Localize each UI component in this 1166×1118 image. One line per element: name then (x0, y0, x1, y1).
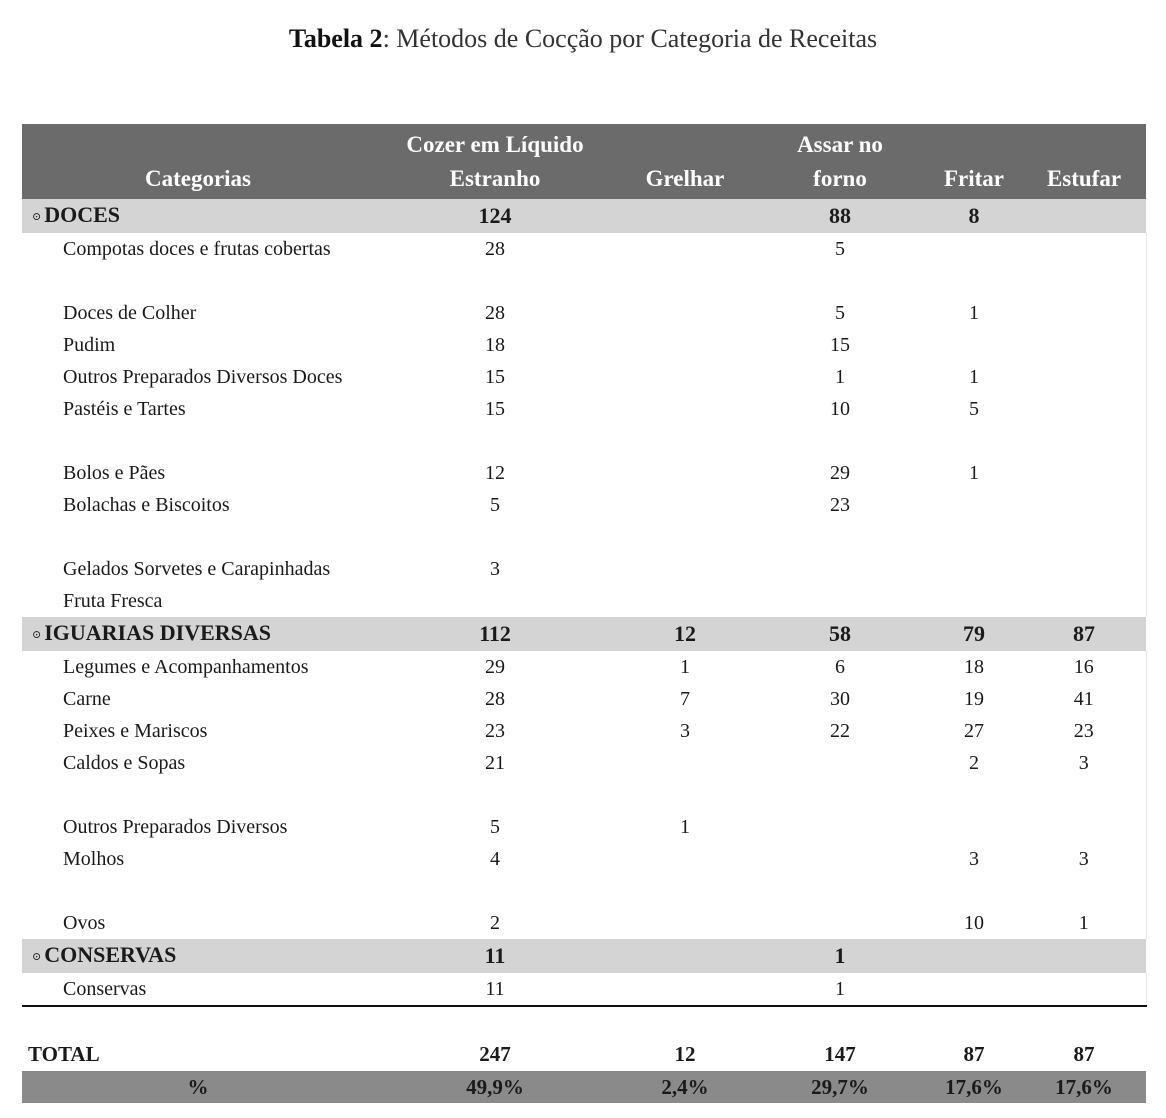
table-row (22, 747, 1146, 779)
total-cozer-value: 247 (479, 1042, 511, 1066)
row-grelhar-value (616, 585, 754, 617)
group-cozer-value: 112 (374, 617, 616, 651)
table-row (22, 651, 1146, 683)
spacer-cell (374, 1006, 616, 1037)
percent-fritar-value: 17,6% (926, 1071, 1022, 1103)
percent-grelhar-value: 2,4% (616, 1071, 754, 1103)
percent-estufar-value: 17,6% (1022, 1071, 1146, 1103)
row-assar-value (754, 585, 926, 617)
row-assar-value (754, 265, 926, 297)
spacer-cell (926, 1006, 1022, 1037)
group-name: DOCES (44, 202, 121, 228)
row-grelhar-value (616, 875, 754, 907)
row-fritar-value: 27 (964, 720, 984, 742)
row-category: Doces de Colher (63, 302, 197, 324)
table-header (22, 124, 1146, 199)
row-estufar-value (1022, 233, 1146, 265)
row-category (22, 875, 374, 907)
row-estufar-value (1022, 425, 1146, 457)
row-estufar-value (1022, 779, 1146, 811)
row-cozer-value (374, 521, 616, 553)
row-cozer-value: 21 (485, 752, 505, 774)
row-fritar-value (926, 779, 1022, 811)
row-grelhar-value (616, 425, 754, 457)
caption-label: Tabela 2 (288, 24, 383, 53)
row-assar-value: 30 (830, 688, 850, 710)
row-estufar-value (1022, 361, 1146, 393)
table-row (22, 297, 1146, 329)
row-category: Molhos (63, 848, 125, 870)
group-name-cell (22, 617, 374, 651)
total-row (22, 1037, 1146, 1071)
row-grelhar-value (616, 265, 754, 297)
row-grelhar-value (616, 747, 754, 779)
row-cozer-value: 2 (490, 912, 500, 934)
spacer-cell (616, 1006, 754, 1037)
row-category: Fruta Fresca (63, 590, 163, 612)
row-category: Conservas (22, 973, 374, 1006)
header-cozer-line2: Estranho (449, 166, 541, 191)
table-row (22, 683, 1146, 715)
row-grelhar-value (616, 973, 754, 1006)
group-fritar-value: 79 (926, 617, 1022, 651)
row-category: Bolachas e Biscoitos (63, 494, 230, 516)
row-fritar-value (926, 233, 1022, 265)
row-estufar-value (1022, 265, 1146, 297)
row-fritar-value (926, 973, 1022, 1006)
table-row (22, 779, 1146, 811)
group-estufar-value: 87 (1022, 617, 1146, 651)
row-assar-value (754, 521, 926, 553)
group-name-cell (22, 939, 374, 973)
row-estufar-value (1022, 297, 1146, 329)
row-assar-value: 5 (835, 302, 845, 324)
row-grelhar-value (616, 393, 754, 425)
row-cozer-value (374, 875, 616, 907)
row-category (22, 521, 374, 553)
row-assar-value: 5 (835, 238, 845, 260)
row-estufar-value: 1 (1022, 907, 1146, 939)
row-cozer-value: 15 (485, 398, 505, 420)
collapse-toggle-icon[interactable]: ⊙ (32, 628, 42, 641)
row-estufar-value (1022, 393, 1146, 425)
table-row (22, 361, 1146, 393)
spacer-cell (754, 1006, 926, 1037)
row-estufar-value (1022, 329, 1146, 361)
row-assar-value (754, 425, 926, 457)
spacer-row (22, 1006, 1146, 1037)
row-fritar-value (926, 425, 1022, 457)
row-cozer-value: 29 (485, 656, 505, 678)
header-grelhar: Grelhar (616, 124, 754, 199)
group-fritar-value (926, 939, 1022, 973)
total-label: TOTAL (28, 1042, 100, 1066)
row-assar-value: 23 (830, 494, 850, 516)
collapse-toggle-icon[interactable]: ⊙ (32, 950, 42, 963)
row-category (22, 425, 374, 457)
row-grelhar-value (616, 779, 754, 811)
row-assar-value (754, 811, 926, 843)
header-assar (754, 124, 926, 199)
row-fritar-value (926, 521, 1022, 553)
total-estufar-value: 87 (1073, 1042, 1095, 1066)
row-cozer-value: 28 (485, 302, 505, 324)
collapse-toggle-icon[interactable]: ⊙ (32, 210, 42, 223)
row-assar-value: 10 (830, 398, 850, 420)
row-fritar-value (926, 875, 1022, 907)
header-assar-line1: Assar no (797, 132, 883, 157)
total-fritar-value: 87 (963, 1042, 985, 1066)
group-name: IGUARIAS DIVERSAS (44, 620, 271, 646)
cooking-methods-table (22, 124, 1146, 1103)
row-cozer-value: 5 (490, 494, 500, 516)
row-category: Compotas doces e frutas cobertas (63, 238, 331, 260)
row-cozer-value: 3 (490, 558, 500, 580)
table-row (22, 907, 1146, 939)
row-assar-value (754, 843, 926, 875)
header-cozer-line1: Cozer em Líquido (406, 132, 584, 157)
group-row-doces[interactable] (22, 199, 1146, 233)
row-assar-value (754, 907, 926, 939)
table-row (22, 973, 1146, 1006)
row-cozer-value: 11 (374, 973, 616, 1006)
group-row-iguarias[interactable] (22, 617, 1146, 651)
row-assar-value: 6 (835, 656, 845, 678)
row-cozer-value: 28 (485, 688, 505, 710)
row-category: Carne (63, 688, 111, 710)
row-estufar-value: 3 (1022, 843, 1146, 875)
spacer-cell (22, 1006, 374, 1037)
row-estufar-value: 41 (1022, 683, 1146, 715)
row-estufar-value (1022, 457, 1146, 489)
row-category: Bolos e Pães (63, 462, 166, 484)
row-assar-value: 1 (754, 973, 926, 1006)
row-fritar-value: 5 (969, 398, 979, 420)
row-assar-value: 15 (830, 334, 850, 356)
row-grelhar-value (616, 553, 754, 585)
table-row (22, 233, 1146, 265)
row-category: Caldos e Sopas (63, 752, 186, 774)
row-grelhar-value: 1 (680, 656, 690, 678)
percent-cozer-value: 49,9% (374, 1071, 616, 1103)
group-estufar-value (1022, 199, 1146, 233)
row-assar-value (754, 553, 926, 585)
row-assar-value: 29 (830, 462, 850, 484)
row-fritar-value: 1 (969, 302, 979, 324)
row-fritar-value: 18 (964, 656, 984, 678)
row-estufar-value (1022, 521, 1146, 553)
row-cozer-value (374, 779, 616, 811)
header-categorias: Categorias (22, 124, 374, 199)
table-caption (0, 24, 1166, 54)
row-grelhar-value (616, 329, 754, 361)
row-grelhar-value (616, 457, 754, 489)
row-grelhar-value (616, 907, 754, 939)
row-assar-value: 1 (835, 366, 845, 388)
group-cozer-value: 124 (374, 199, 616, 233)
row-grelhar-value: 7 (680, 688, 690, 710)
spacer-cell (1022, 1006, 1146, 1037)
table-row (22, 715, 1146, 747)
row-cozer-value: 18 (485, 334, 505, 356)
row-cozer-value (374, 425, 616, 457)
row-estufar-value: 23 (1022, 715, 1146, 747)
group-fritar-value: 8 (926, 199, 1022, 233)
group-cozer-value: 11 (374, 939, 616, 973)
group-assar-value: 58 (754, 617, 926, 651)
row-grelhar-value: 1 (680, 816, 690, 838)
row-grelhar-value: 3 (680, 720, 690, 742)
row-cozer-value: 4 (490, 848, 500, 870)
group-grelhar-value (616, 939, 754, 973)
group-estufar-value (1022, 939, 1146, 973)
group-assar-value: 88 (754, 199, 926, 233)
row-category: Outros Preparados Diversos Doces (63, 366, 343, 388)
row-fritar-value (926, 489, 1022, 521)
header-cozer (374, 124, 616, 199)
row-fritar-value: 19 (964, 688, 984, 710)
group-name-cell (22, 199, 374, 233)
row-cozer-value: 5 (490, 816, 500, 838)
row-grelhar-value (616, 521, 754, 553)
header-estufar: Estufar (1022, 124, 1146, 199)
header-assar-line2: forno (813, 166, 867, 191)
row-grelhar-value (616, 843, 754, 875)
table-row (22, 553, 1146, 585)
row-category: Pastéis e Tartes (63, 398, 186, 420)
row-category: Peixes e Mariscos (63, 720, 208, 742)
row-cozer-value: 23 (485, 720, 505, 742)
row-estufar-value (1022, 585, 1146, 617)
table-row (22, 329, 1146, 361)
table-row (22, 393, 1146, 425)
percent-label: % (22, 1071, 374, 1103)
row-estufar-value (1022, 553, 1146, 585)
total-assar-value: 147 (824, 1042, 856, 1066)
row-fritar-value (926, 553, 1022, 585)
row-fritar-value (926, 811, 1022, 843)
row-grelhar-value (616, 297, 754, 329)
row-category: Pudim (63, 334, 116, 356)
group-row-conservas[interactable] (22, 939, 1146, 973)
row-cozer-value: 12 (485, 462, 505, 484)
table-row (22, 585, 1146, 617)
percent-assar-value: 29,7% (754, 1071, 926, 1103)
table-row (22, 875, 1146, 907)
row-assar-value (754, 779, 926, 811)
row-grelhar-value (616, 489, 754, 521)
row-fritar-value: 1 (969, 462, 979, 484)
row-estufar-value: 16 (1022, 651, 1146, 683)
row-fritar-value (926, 329, 1022, 361)
row-fritar-value (926, 585, 1022, 617)
row-estufar-value: 3 (1022, 747, 1146, 779)
group-name: CONSERVAS (44, 942, 177, 968)
row-cozer-value (374, 265, 616, 297)
percent-row (22, 1071, 1146, 1103)
row-category: Outros Preparados Diversos (63, 816, 288, 838)
table-row (22, 457, 1146, 489)
row-category: Legumes e Acompanhamentos (63, 656, 309, 678)
table-body (22, 199, 1146, 1103)
row-cozer-value (374, 585, 616, 617)
row-estufar-value (1022, 489, 1146, 521)
row-fritar-value: 2 (969, 752, 979, 774)
table-row (22, 811, 1146, 843)
row-fritar-value: 1 (969, 366, 979, 388)
row-category: Ovos (63, 912, 106, 934)
row-estufar-value (1022, 811, 1146, 843)
group-assar-value: 1 (754, 939, 926, 973)
table-row (22, 489, 1146, 521)
row-grelhar-value (616, 361, 754, 393)
row-fritar-value (926, 265, 1022, 297)
group-grelhar-value: 12 (616, 617, 754, 651)
row-cozer-value: 15 (485, 366, 505, 388)
row-fritar-value: 10 (964, 912, 984, 934)
total-grelhar-value: 12 (674, 1042, 696, 1066)
row-estufar-value (1022, 973, 1146, 1006)
row-cozer-value: 28 (485, 238, 505, 260)
header-fritar: Fritar (926, 124, 1022, 199)
row-category: Gelados Sorvetes e Carapinhadas (63, 558, 331, 580)
row-assar-value (754, 747, 926, 779)
row-assar-value: 22 (830, 720, 850, 742)
caption-text: : Métodos de Cocção por Categoria de Receitas (382, 24, 878, 53)
row-assar-value (754, 875, 926, 907)
group-grelhar-value (616, 199, 754, 233)
row-category (22, 779, 374, 811)
row-category (22, 265, 374, 297)
row-estufar-value (1022, 875, 1146, 907)
row-fritar-value: 3 (969, 848, 979, 870)
row-grelhar-value (616, 233, 754, 265)
table-row (22, 425, 1146, 457)
table-row (22, 843, 1146, 875)
table-row (22, 521, 1146, 553)
table-row (22, 265, 1146, 297)
